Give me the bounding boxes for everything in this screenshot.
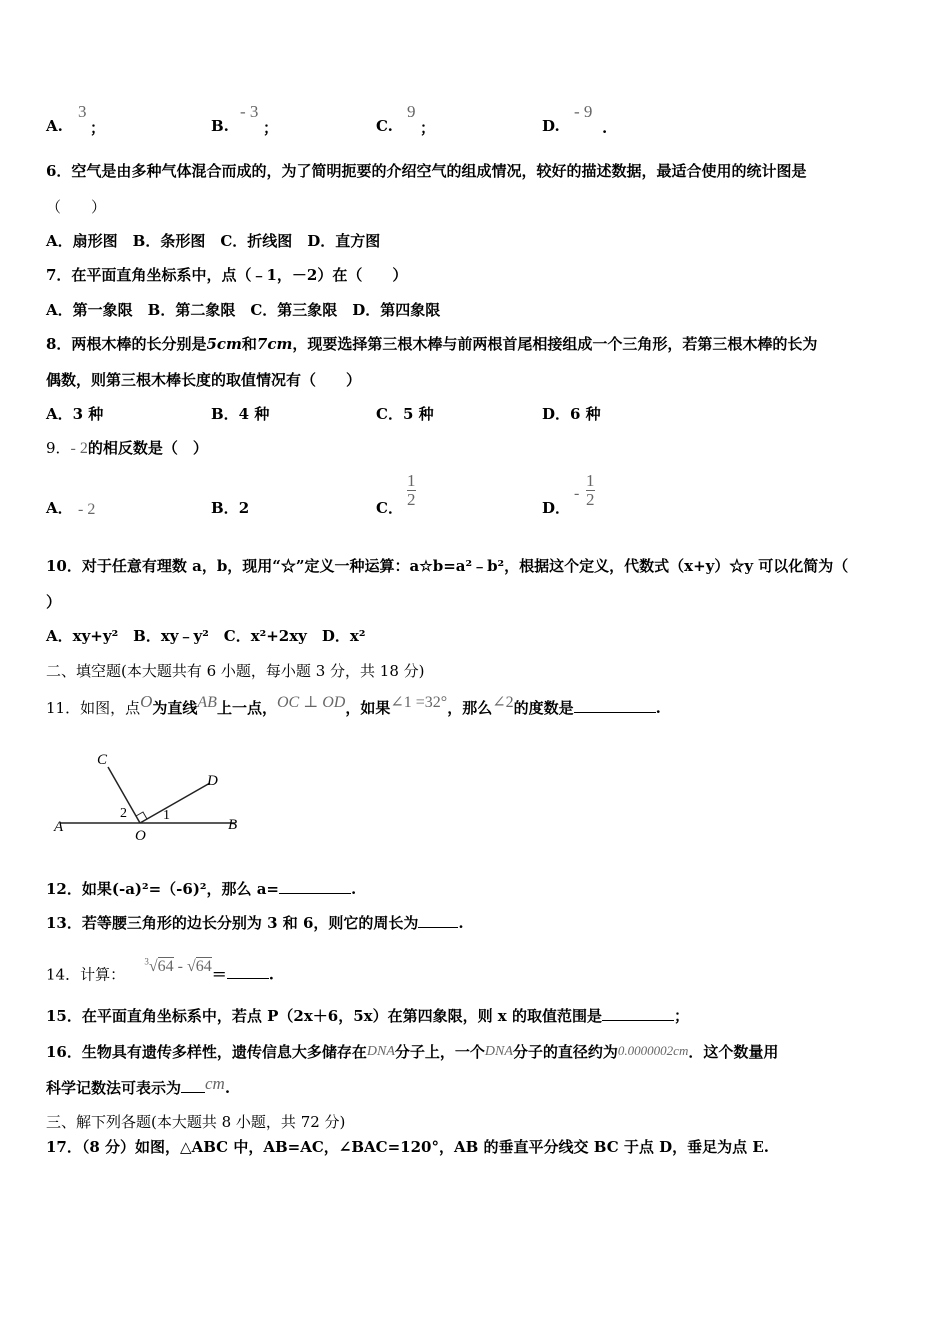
q13-end: . [458,914,464,932]
q14-expression: $^3$√64 - √64 [144,957,212,976]
q8-len1: 5cm [206,335,242,353]
q7-question: 7．在平面直角坐标系中，点（﹣1，－2）在（ ） [46,266,408,284]
q5-option-a-value: 3 [78,102,87,121]
q5-option-c-sep: ； [420,119,436,137]
q14-radicand-1: 64 [157,958,174,976]
section2-heading: 二、填空题(本大题共有 6 小题，每小题 3 分，共 18 分) [46,662,425,680]
q11-angle1: ∠1 =32° [390,694,448,711]
q8-and: 和 [241,335,257,353]
q9-text: 的相反数是（ ） [87,439,208,457]
q16-t1: 16．生物具有遗传多样性，遗传信息大多储存在 [46,1043,367,1061]
q9-c-numerator: 1 [407,471,416,490]
q5-option-d-label: D. [542,117,560,135]
q15-question [46,1006,689,1026]
q6-options: A．扇形图 B．条形图 C．折线图 D．直方图 [46,232,381,250]
q8-option-d: D．6 种 [542,405,601,423]
q8-text-pre: 8．两根木棒的长分别是 [46,335,207,353]
q8-option-b: B．4 种 [211,405,270,423]
q14-minus: - [177,958,183,976]
q16-value: 0.0000002cm [617,1043,689,1058]
q13-question [46,913,464,933]
q9-option-b-label: B． [211,499,239,517]
q13-answer-blank[interactable] [418,913,458,928]
section3-heading: 三、解下列各题(本大题共 8 小题，共 72 分) [46,1113,346,1131]
q16-t5: 科学记数法可表示为 [46,1079,182,1097]
q16-t4: ．这个数量用 [688,1043,779,1061]
q16-answer-blank[interactable] [181,1078,205,1093]
ray-od [140,783,210,823]
q14-cube-index: 3 [144,957,149,967]
q12-answer-blank[interactable] [279,879,351,894]
q8-option-c: C．5 种 [376,405,434,423]
q13-text: 13．若等腰三角形的边长分别为 3 和 6，则它的周长为 [46,914,419,932]
q8-question-line2: 偶数，则第三根木棒长度的取值情况有（ ） [46,371,362,389]
q14-text: 14．计算： [46,965,126,984]
q9-option-b-value: 2 [238,499,250,517]
q9-d-sign: - [574,485,580,502]
q16-question-line2 [46,1074,231,1098]
label-d: D [207,773,218,789]
q5-option-b-sep: ； [263,119,279,137]
q16-dna2: DNA [484,1044,513,1059]
q14-question [46,957,274,985]
q16-t2: 分子上，一个 [394,1043,485,1061]
q9-option-d-label: D． [542,499,571,517]
q14-end: . [268,965,274,984]
q15-text: 15．在平面直角坐标系中，若点 P（2x＋6，5x）在第四象限，则 x 的取值范围是 [46,1007,602,1025]
q8-text-post: ，现要选择第三根木棒与前两根首尾相接组成一个三角形，若第三根木棒的长为 [292,335,818,353]
q9-option-a-value: - 2 [78,501,96,518]
q8-option-a: A．3 种 [46,405,104,423]
q14-eq: ＝ [211,965,227,984]
q11-question [46,692,661,719]
q12-text: 12．如果(-a)²=（-6)²，那么 a= [46,880,279,898]
q11-t2: 上一点， [216,699,277,717]
q17-question: 17．（8 分）如图，△ABC 中，AB=AC，∠BAC=120°，AB 的垂直平分线交 BC 于点 D，垂足为点 E. [46,1138,769,1156]
q11-t3: ，如果 [345,699,391,717]
q8-question-line1 [46,334,817,354]
label-angle-2: 2 [120,806,127,821]
q9-option-b [211,498,249,518]
q16-question-line1 [46,1042,778,1064]
q5-option-a-sep: ； [90,119,106,137]
q11-answer-blank[interactable] [574,698,656,713]
q9-c-denominator: 2 [407,490,416,509]
q6-paren: （ ） [46,198,107,216]
q12-end: . [351,880,357,898]
q11-t5: 的度数是 [513,699,574,717]
label-a: A [54,819,64,835]
q9-option-d-fraction [586,472,595,509]
q16-dna1: DNA [366,1044,395,1059]
q5-option-d-sep: . [602,119,608,137]
q5-option-c-value: 9 [407,102,416,121]
q9-num: 9． [46,439,71,457]
q11-o: O [140,692,153,711]
q14-answer-blank[interactable] [227,964,269,979]
q5-option-a-label: A. [46,117,63,135]
q16-end: . [224,1079,231,1097]
q6-question: 6．空气是由多种气体混合而成的，为了简明扼要的介绍空气的组成情况，较好的描述数据，最适合使用的统计图是 [46,162,807,180]
q9-question [46,438,208,459]
q5-option-d-value: - 9 [574,102,593,121]
q10-question: 10．对于任意有理数 a，b，现用“☆”定义一种运算：a☆b=a²﹣b²，根据这个定义，代数式（x+y）☆y 可以化简为（ [46,557,849,575]
label-angle-1: 1 [163,808,170,823]
q5-option-c-label: C. [376,117,393,135]
q7-options: A．第一象限 B．第二象限 C．第三象限 D．第四象限 [46,301,441,319]
q10-close: ） [46,593,62,611]
q5-option-b-label: B. [211,117,229,135]
label-c: C [97,752,108,768]
q9-option-c-fraction [407,472,416,509]
q15-end: ； [673,1007,689,1025]
q11-t4: ，那么 [447,699,493,717]
q11-ab: AB [197,694,217,711]
q9-d-denominator: 2 [586,490,595,509]
q5-option-b-value: - 3 [240,102,259,121]
q11-num: 11．如图，点 [46,699,141,717]
q9-d-numerator: 1 [586,471,595,490]
q15-answer-blank[interactable] [602,1006,674,1021]
q11-perp: OC ⊥ OD [276,694,346,711]
q16-unit: cm [205,1074,225,1093]
q12-question [46,879,356,899]
q11-t1: 为直线 [152,699,198,717]
q9-expr: - 2 [70,440,88,457]
q9-option-a-label: A． [46,499,73,517]
q8-len2: 7cm [256,335,293,353]
q14-radicand-2: 64 [195,958,212,976]
q10-options: A．xy+y² B．xy﹣y² C．x²+2xy D．x² [46,627,366,645]
q16-t3: 分子的直径约为 [512,1043,618,1061]
geometry-figure [50,745,250,845]
q11-end: . [655,699,661,717]
label-b: B [228,817,238,833]
label-o: O [135,828,146,844]
q9-option-c-label: C． [376,499,403,517]
q11-angle2: ∠2 [492,694,514,711]
